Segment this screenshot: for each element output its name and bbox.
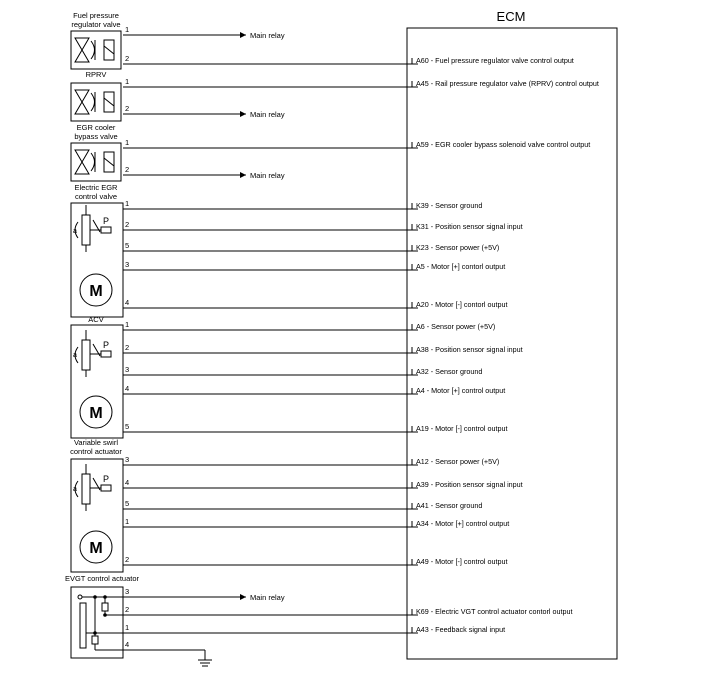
egr-angle-symbol: a <box>73 228 77 235</box>
fuel-pressure-valve-label-1: Fuel pressure <box>73 11 119 20</box>
evgt-actuator-symbol <box>71 587 123 658</box>
acv-pos-symbol: P <box>102 340 110 350</box>
evgt-label: EVGT control actuator <box>64 574 140 583</box>
swirl-motor-label: M <box>89 540 103 557</box>
egr-cooler-label-1: EGR cooler <box>76 123 116 132</box>
pin-number: 3 <box>125 365 130 374</box>
ecm-pin-label: K39 - Sensor ground <box>416 201 483 210</box>
fuel-pressure-valve-symbol <box>71 31 121 69</box>
main-relay-label: Main relay <box>250 171 285 180</box>
main-relay-label: Main relay <box>250 110 285 119</box>
ecm-pin-label: K23 - Sensor power (+5V) <box>416 243 500 252</box>
electric-egr-label-2: control valve <box>74 192 118 201</box>
ecm-pin-label: A12 - Sensor power (+5V) <box>416 457 500 466</box>
wires <box>123 25 599 649</box>
pin-number: 3 <box>125 587 130 596</box>
electric-egr-label-1: Electric EGR <box>74 183 118 192</box>
swirl-label-1: Variable swirl <box>73 438 119 447</box>
main-relay-label: Main relay <box>250 31 285 40</box>
ecm-pin-label: A38 - Position sensor signal input <box>416 345 523 354</box>
pin-number: 2 <box>125 605 130 614</box>
egr-cooler-label-2: bypass valve <box>74 132 118 141</box>
pin-number: 1 <box>125 623 130 632</box>
pin-number: 4 <box>125 640 130 649</box>
pin-number: 1 <box>125 199 130 208</box>
swirl-angle-symbol: a <box>73 486 77 493</box>
ecm-pin-label: K69 - Electric VGT control actuator contorl output <box>416 607 573 616</box>
pin-number: 2 <box>125 555 130 564</box>
pin-number: 3 <box>125 260 130 269</box>
pin-number: 2 <box>125 54 130 63</box>
pin-number: 2 <box>125 165 130 174</box>
pin-number: 4 <box>125 384 130 393</box>
ecm-pin-label: A20 - Motor [-] contorl output <box>416 300 508 309</box>
ecm-pin-label: A5 - Motor [+] contorl output <box>416 262 506 271</box>
acv-label: ACV <box>88 315 104 324</box>
pin-number: 2 <box>125 104 130 113</box>
ecm-pin-label: A41 - Sensor ground <box>416 501 483 510</box>
ecm-pin-label: A45 - Rail pressure regulator valve (RPRV) control output <box>416 79 599 88</box>
ecm-pin-label: A19 - Motor [-] control output <box>416 424 508 433</box>
acv-motor-label: M <box>89 405 103 422</box>
acv-angle-symbol: a <box>73 352 77 359</box>
swirl-pos-symbol: P <box>102 474 110 484</box>
ecm-pin-label: A49 - Motor [-] control output <box>416 557 508 566</box>
ecm-pin-label: A4 - Motor [+] control output <box>416 386 506 395</box>
ecm-pin-label: K31 - Position sensor signal input <box>416 222 523 231</box>
main-relay-label: Main relay <box>250 593 285 602</box>
egr-pos-symbol: P <box>102 216 110 226</box>
pin-number: 5 <box>125 422 130 431</box>
pin-number: 5 <box>125 499 130 508</box>
pin-number: 5 <box>125 241 130 250</box>
rprv-label: RPRV <box>85 70 107 79</box>
ecm-pin-label: A60 - Fuel pressure regulator valve control output <box>416 56 574 65</box>
ecm-pin-label: A6 - Sensor power (+5V) <box>416 322 496 331</box>
swirl-label-2: control actuator <box>70 447 122 456</box>
ecm-title: ECM <box>496 9 526 24</box>
pin-number: 2 <box>125 343 130 352</box>
pin-number: 1 <box>125 77 130 86</box>
pin-number: 1 <box>125 517 130 526</box>
ecm-pin-label: A39 - Position sensor signal input <box>416 480 523 489</box>
pin-number: 1 <box>125 138 130 147</box>
egr-cooler-valve-symbol <box>71 143 121 181</box>
ecm-pin-label: A43 - Feedback signal input <box>416 625 506 634</box>
egr-motor-label: M <box>89 283 103 300</box>
pin-number: 3 <box>125 455 130 464</box>
ecm-pin-label: A34 - Motor [+] control output <box>416 519 510 528</box>
fuel-pressure-valve-label-2: regulator valve <box>71 20 121 29</box>
ecm-pin-label: A32 - Sensor ground <box>416 367 483 376</box>
pin-number: 2 <box>125 220 130 229</box>
rprv-symbol <box>71 83 121 121</box>
ground-icon <box>123 650 212 666</box>
pin-number: 4 <box>125 298 130 307</box>
pin-number: 4 <box>125 478 130 487</box>
ecm-pin-label: A59 - EGR cooler bypass solenoid valve control output <box>416 140 591 149</box>
pin-number: 1 <box>125 25 130 34</box>
pin-number: 1 <box>125 320 130 329</box>
